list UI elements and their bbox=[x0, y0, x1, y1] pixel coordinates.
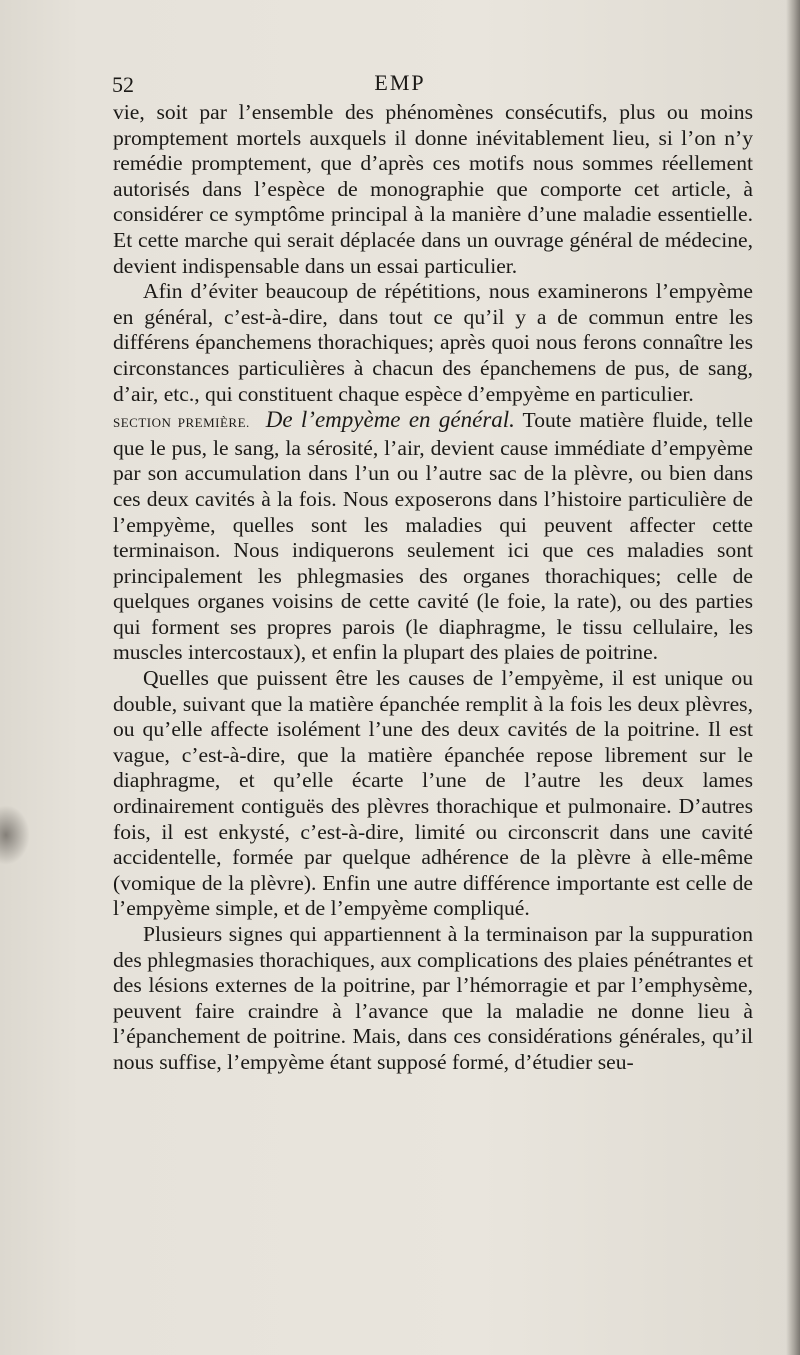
paragraph-1: vie, soit par l’ensemble des phénomènes consécutifs, plus ou moins promptement mortels auxquels il donne inévitablement lieu, si l’on n’y remédie promptement, que d’après ces motifs nous sommes réellement autorisés dans l’espèce de monographie que comporte cet article, à considérer ce symptôme principal à la manière d’une maladie essentielle. Et cette marche qui serait déplacée dans un ouvrage général de médecine, devient indispensable dans un essai particulier. bbox=[113, 100, 753, 278]
paragraph-2: Afin d’éviter beaucoup de répétitions, nous examinerons l’empyème en général, c’est-à-dire, dans tout ce qu’il y a de commun entre les différens épanchemens thorachiques; après quoi nous ferons connaître les circonstances particulières à chacun des épanchemens de pus, de sang, d’air, etc., qui constituent chaque espèce d’empyème en particulier. bbox=[113, 279, 753, 406]
running-title: EMP bbox=[374, 70, 426, 95]
paragraph-4: Quelles que puissent être les causes de l’empyème, il est unique ou double, suivant que la matière épanchée remplit à la fois les deux plèvres, ou qu’elle affecte isolément l’une des deux cavités de la poitrine. Il est vague, c’est-à-dire, que la matière épanchée repose librement sur le diaphragme, et qu’elle écarte l’une de l’autre les deux lames ordinairement contiguës des plèvres thorachique et pulmonaire. D’autres fois, il est enkysté, c’est-à-dire, limité ou circonscrit dans une cavité accidentelle, formée par quelque adhérence de la plèvre à elle-même (vomique de la plèvre). Enfin une autre différence importante est celle de l’empyème simple, et de l’empyème compliqué. bbox=[113, 666, 753, 921]
page-stain bbox=[0, 805, 30, 865]
page-number: 52 bbox=[112, 72, 134, 97]
body-text bbox=[113, 100, 753, 1076]
page-edge-shadow bbox=[786, 0, 800, 1355]
section-title: De l’empyème en général. bbox=[265, 407, 515, 433]
paragraph-5: Plusieurs signes qui appartiennent à la terminaison par la suppuration des phlegmasies thorachiques, aux complications des plaies pénétrantes et des lésions externes de la poitrine, par l’hémorragie et par l’emphysème, peuvent faire craindre à l’avance que la maladie ne donne lieu à l’épanchement de poitrine. Mais, dans ces considérations générales, qu’il nous suffise, l’empyème étant supposé formé, d’étudier seu- bbox=[113, 922, 753, 1074]
paragraph-3-text: Toute matière fluide, telle que le pus, le sang, la sérosité, l’air, devient cause immédiate d’empyème par son accumulation dans l’un ou l’autre sac de la plèvre, ou bien dans ces deux cavités à la fois. Nous exposerons dans l’histoire particulière de l’empyème, quelles sont les maladies qui peuvent affecter cette terminaison. Nous indiquerons seulement ici que ces maladies sont principalement les phlegmasies des organes thorachiques; celle de quelques organes voisins de cette cavité (le foie, la rate), ou des parties qui forment ses propres parois (le diaphragme, le tissu cellulaire, les muscles intercostaux), et enfin la plupart des plaies de poitrine. bbox=[113, 408, 754, 665]
paragraph-3 bbox=[113, 407, 753, 666]
section-label: SECTION PREMIÈRE. bbox=[113, 415, 250, 431]
